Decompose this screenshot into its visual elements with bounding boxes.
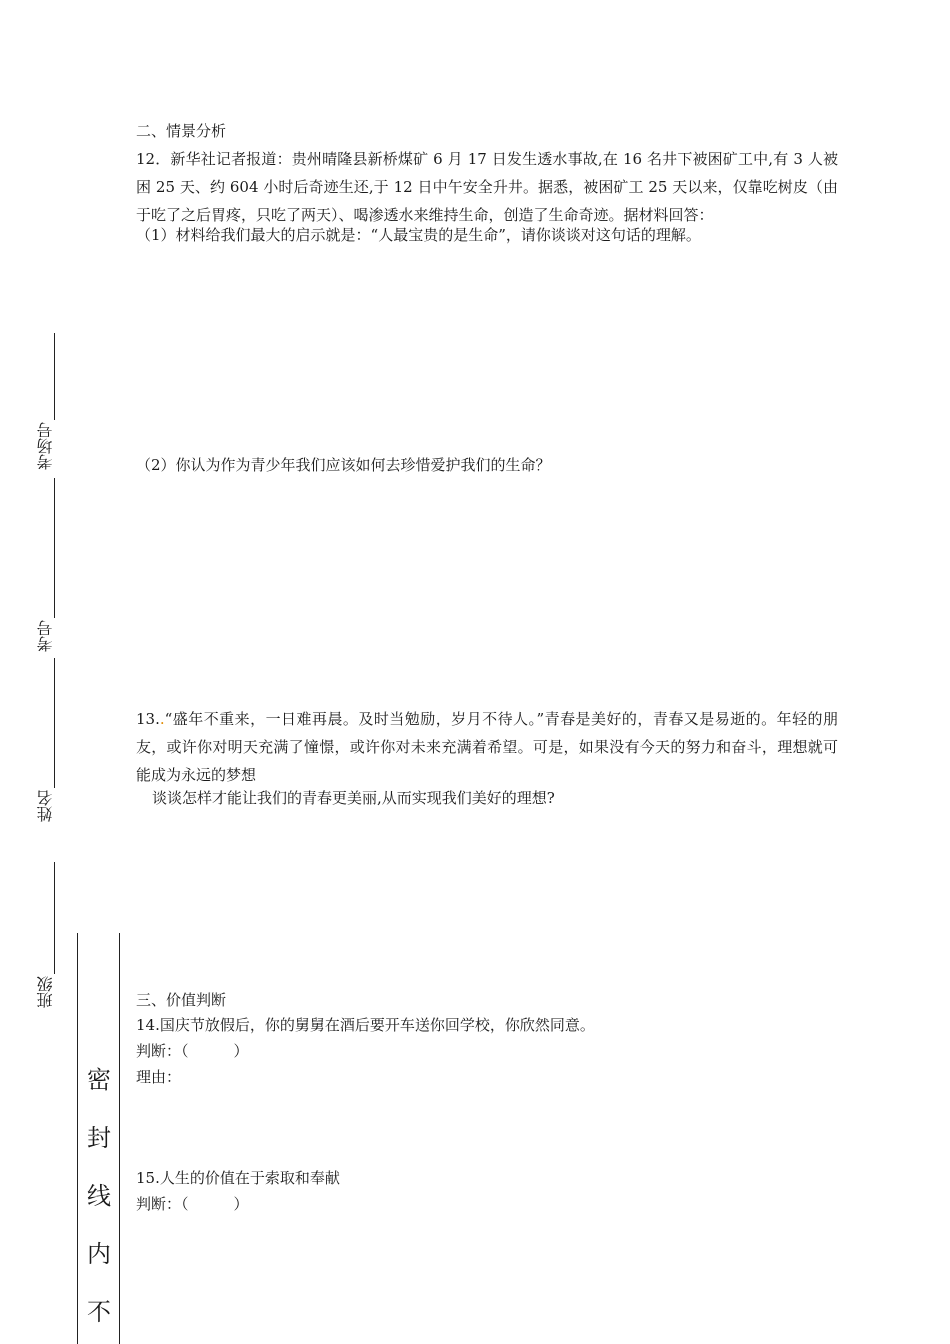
seal-char-1: 密 <box>87 1066 111 1094</box>
question-12-sub-1: （1）材料给我们最大的启示就是：“人最宝贵的是生命”，请你谈谈对这句话的理解。 <box>136 226 701 244</box>
exam-number-fill-line <box>54 478 55 618</box>
question-13-dot: . <box>159 710 165 728</box>
question-13-number: 13. <box>136 710 160 728</box>
seal-left-line <box>77 933 78 1344</box>
section-heading-3: 三、价值判断 <box>136 991 227 1009</box>
question-15-text: 15.人生的价值在于索取和奉献 <box>136 1169 340 1187</box>
seal-char-5: 不 <box>87 1298 111 1326</box>
exam-room-label: 考场号 <box>36 422 55 470</box>
question-14-text: 14.国庆节放假后，你的舅舅在酒后要开车送你回学校，你欣然同意。 <box>136 1016 595 1034</box>
question-13-body: “盛年不重来，一日难再晨。及时当勉励，岁月不待人。”青春是美好的，青春又是易逝的。年轻的朋友，或许你对明天充满了憧憬，或许你对未来充满着希望。可是，如果没有今天的努力和奋斗，理想就可能成为永远的梦想 <box>136 710 838 784</box>
question-13-text <box>136 705 838 789</box>
exam-number-label: 考号 <box>36 620 55 652</box>
section-heading: 二、情景分析 <box>136 122 227 140</box>
question-14-judge: 判断：（ ） <box>136 1042 249 1060</box>
seal-char-2: 封 <box>87 1124 111 1152</box>
question-12-sub-2: （2）你认为作为青少年我们应该如何去珍惜爱护我们的生命？ <box>136 456 551 474</box>
question-12-text: 12．新华社记者报道：贵州晴隆县新桥煤矿 6 月 17 日发生透水事故,在 16 名井下被困矿工中,有 3 人被困 25 天、约 604 小时后奇迹生还,于 12 日中午安全升井。据悉，被困矿工 25 天以来，仅靠吃树皮（由于吃了之后胃疼，只吃了两天）、喝渗透水来维持生命，创造了生命奇迹。据材料回答： <box>136 150 838 224</box>
exam-room-fill-line <box>54 333 55 420</box>
question-14-reason: 理由： <box>136 1068 182 1086</box>
seal-char-3: 线 <box>87 1182 111 1210</box>
seal-char-4: 内 <box>87 1240 111 1268</box>
question-13-question: 谈谈怎样才能让我们的青春更美丽,从而实现我们美好的理想? <box>152 789 555 807</box>
seal-right-line <box>119 933 120 1344</box>
name-label: 姓名 <box>36 790 55 822</box>
class-label: 班级 <box>36 976 55 1008</box>
class-fill-line <box>54 862 55 974</box>
name-fill-line <box>54 658 55 788</box>
question-15-judge: 判断：（ ） <box>136 1195 249 1213</box>
